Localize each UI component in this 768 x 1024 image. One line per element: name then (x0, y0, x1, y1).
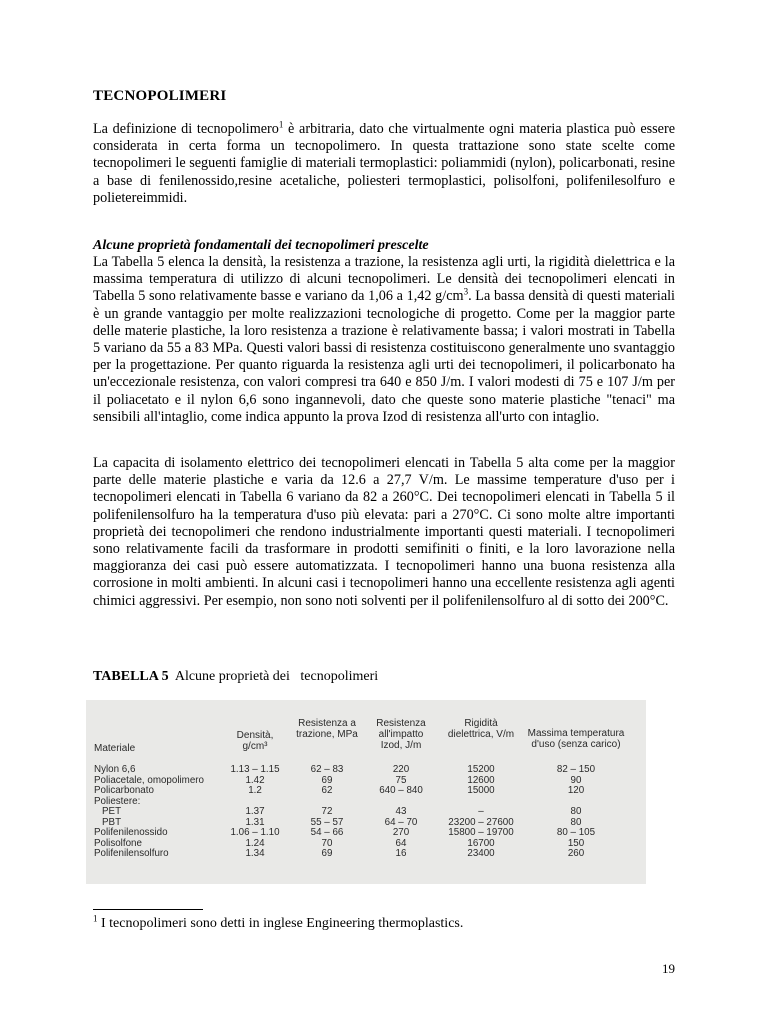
column-densita (224, 765, 286, 860)
column-trazione (296, 765, 358, 860)
table-cell: PET (102, 806, 122, 817)
table-cell: 270 (392, 827, 410, 838)
table-cell: Nylon 6,6 (94, 764, 136, 775)
column-temperatura (536, 765, 616, 860)
table-cell: 15200 (467, 764, 495, 775)
table-cell: 69 (321, 774, 333, 786)
intro-text-start: La definizione di tecnopolimero (93, 121, 279, 137)
footnote-number: 1 (93, 913, 98, 924)
table-cell: 1.42 (245, 774, 265, 786)
table-cell: 82 – 150 (556, 764, 596, 775)
table-cell: 260 (567, 848, 585, 859)
table-cell: 220 (392, 764, 410, 775)
footnote-reference[interactable]: 1 (278, 119, 284, 130)
table-cell: 1.31 (245, 816, 265, 828)
table-cell: 72 (321, 806, 333, 817)
table-cell: 12600 (467, 774, 495, 786)
table-cell: 80 (570, 816, 582, 828)
header-impatto: Resistenza all'impatto Izod, J/m (376, 718, 426, 751)
table-cell: 55 – 57 (310, 816, 344, 828)
column-rigidita (441, 765, 521, 860)
table-cell: 80 (570, 806, 582, 817)
table-cell: 1.37 (245, 806, 265, 817)
footnote (93, 913, 464, 932)
table-cell: – (478, 806, 484, 817)
table-cell: 54 – 66 (310, 827, 344, 838)
footnote-text: I tecnopolimeri sono detti in inglese Engineering thermoplastics. (97, 916, 464, 931)
page-number: 19 (662, 961, 675, 976)
intro-text-rest: è arbitraria, dato che virtualmente ogni materia plastica può essere considerata in certa forma un tecnopolimero. In questa trattazione sono state scelte come tecnopolimeri le seguenti famiglie di materiali termoplastici: poliammidi (nylon), policarbonati, resine a base di fenilenossido,resine acetaliche, poliesteri termoplastici, polisolfoni, polifenilesolfuro e polietereimmidi. (93, 121, 676, 206)
table-cell: 120 (567, 785, 585, 796)
header-trazione: Resistenza a trazione, MPa (296, 718, 358, 740)
table-cell: 1.2 (248, 785, 262, 796)
header-rigidita: Rigidità dielettrica, V/m (447, 718, 515, 740)
table-cell: PBT (102, 816, 122, 828)
insulation-paragraph: La capacita di isolamento elettrico dei tecnopolimeri elencati in Tabella 5 alta come per la maggior parte delle materie plastiche e varia da 12.6 a 27,7 V/m. Le massime temperature d'uso per i tecnopolimeri elencati in Tabella 6 variano da 82 a 260°C. Dei tecnopolimeri elencati in Tabella 5 il polifenilensolfuro ha la temperatura d'uso più elevata: pari a 270°C. Ci sono molte altre importanti proprietà dei tecnopolimeri che rendono industrialmente importanti questi materiali. I tecnopolimeri sono relativamente facili da trasformare in prodotti semifiniti o finiti, e la loro lavorazione nella maggioranza dei casi può essere automatizzata. I tecnopolimeri hanno una buona resistenza alla corrosione in molti ambienti. In alcuni casi i tecnopolimeri hanno una eccellente resistenza agli agenti chimici aggressivi. Per esempio, non sono noti solventi per il polifenilensolfuro al di sotto dei 200°C. (93, 455, 675, 609)
header-temperatura: Massima temperatura d'uso (senza carico) (527, 728, 625, 750)
table-cell: 1.34 (245, 848, 265, 859)
table-cell: 62 (321, 785, 333, 796)
footnote-divider (93, 909, 203, 910)
table-cell: 75 (395, 774, 407, 786)
table-cell: Poliacetale, omopolimero (94, 774, 204, 786)
header-densita: Densità, g/cm³ (236, 730, 274, 752)
table-cell: Poliestere: (94, 795, 141, 807)
table-cell: 62 – 83 (310, 764, 344, 775)
table-cell: 150 (567, 837, 585, 849)
table-cell: Polifenilenossido (94, 827, 168, 838)
table-cell: 80 – 105 (556, 827, 596, 838)
table-cell: 1.06 – 1.10 (230, 827, 280, 838)
table-cell: 69 (321, 848, 333, 859)
table-cell: 23200 – 27600 (448, 816, 514, 828)
table-cell: 70 (321, 837, 333, 849)
table-cell: Polisolfone (94, 837, 142, 849)
table-cell: Policarbonato (94, 785, 154, 796)
section-subheading: Alcune proprietà fondamentali dei tecnopolimeri prescelte (93, 238, 429, 253)
table-cell: 15800 – 19700 (448, 827, 514, 838)
properties-paragraph (93, 254, 675, 426)
table-cell: 640 – 840 (379, 785, 423, 796)
properties-text-rest: . La bassa densità di questi materiali è un grande vantaggio per molte realizzazioni tecnologiche di progetto. Come per la maggior parte delle materie plastiche, la loro resistenza a trazione è relativamente bassa; i valori mostrati in Tabella 5 variano da 55 a 83 MPa. Questi valori bassi di resistenza costituiscono generalmente uno svantaggio per la progettazione. Per quanto riguarda la resistenza agli urti dei tecnopolimeri, il policarbonato ha un'eccezionale resistenza, con valori compresi tra 640 e 850 J/m. I valori modesti di 75 e 107 J/m per il poliacetato e il nylon 6,6 sono ingannevoli, dato che queste sono materie plastiche "tenaci" ma sensibili all'intaglio, come indica appunto la prova Izod di resistenza all'urto con intaglio. (93, 288, 675, 425)
table-cell: 43 (395, 806, 407, 817)
table-cell: 23400 (467, 848, 495, 859)
table-caption (93, 669, 378, 685)
table-cell: 64 – 70 (384, 816, 418, 828)
column-materiale (94, 765, 224, 860)
page-title: TECNOPOLIMERI (93, 88, 227, 104)
table-cell: 15000 (467, 785, 495, 796)
table-cell: Polifenilensolfuro (94, 848, 169, 859)
table-cell: 64 (395, 837, 407, 849)
table-cell: 16700 (467, 837, 495, 849)
intro-paragraph (93, 121, 675, 207)
table-caption-text: Alcune proprietà dei tecnopolimeri (168, 669, 379, 684)
properties-table (86, 700, 646, 884)
table-cell: 1.13 – 1.15 (230, 764, 280, 775)
table-cell: 1.24 (245, 837, 265, 849)
header-materiale: Materiale (94, 743, 136, 754)
superscript-3: 3 (463, 286, 469, 297)
table-cell: 90 (570, 774, 582, 786)
table-caption-label: TABELLA 5 (93, 669, 169, 684)
column-impatto (370, 765, 432, 860)
table-cell: 16 (395, 848, 407, 859)
properties-text-start: La Tabella 5 elenca la densità, la resistenza a trazione, la resistenza agli urti, la rigidità dielettrica e la massima temperatura di utilizzo di alcuni tecnopolimeri. Le densità dei tecnopolimeri elencati in Tabella 5 sono relativamente basse e variano da 1,06 a 1,42 g/cm (93, 254, 675, 305)
